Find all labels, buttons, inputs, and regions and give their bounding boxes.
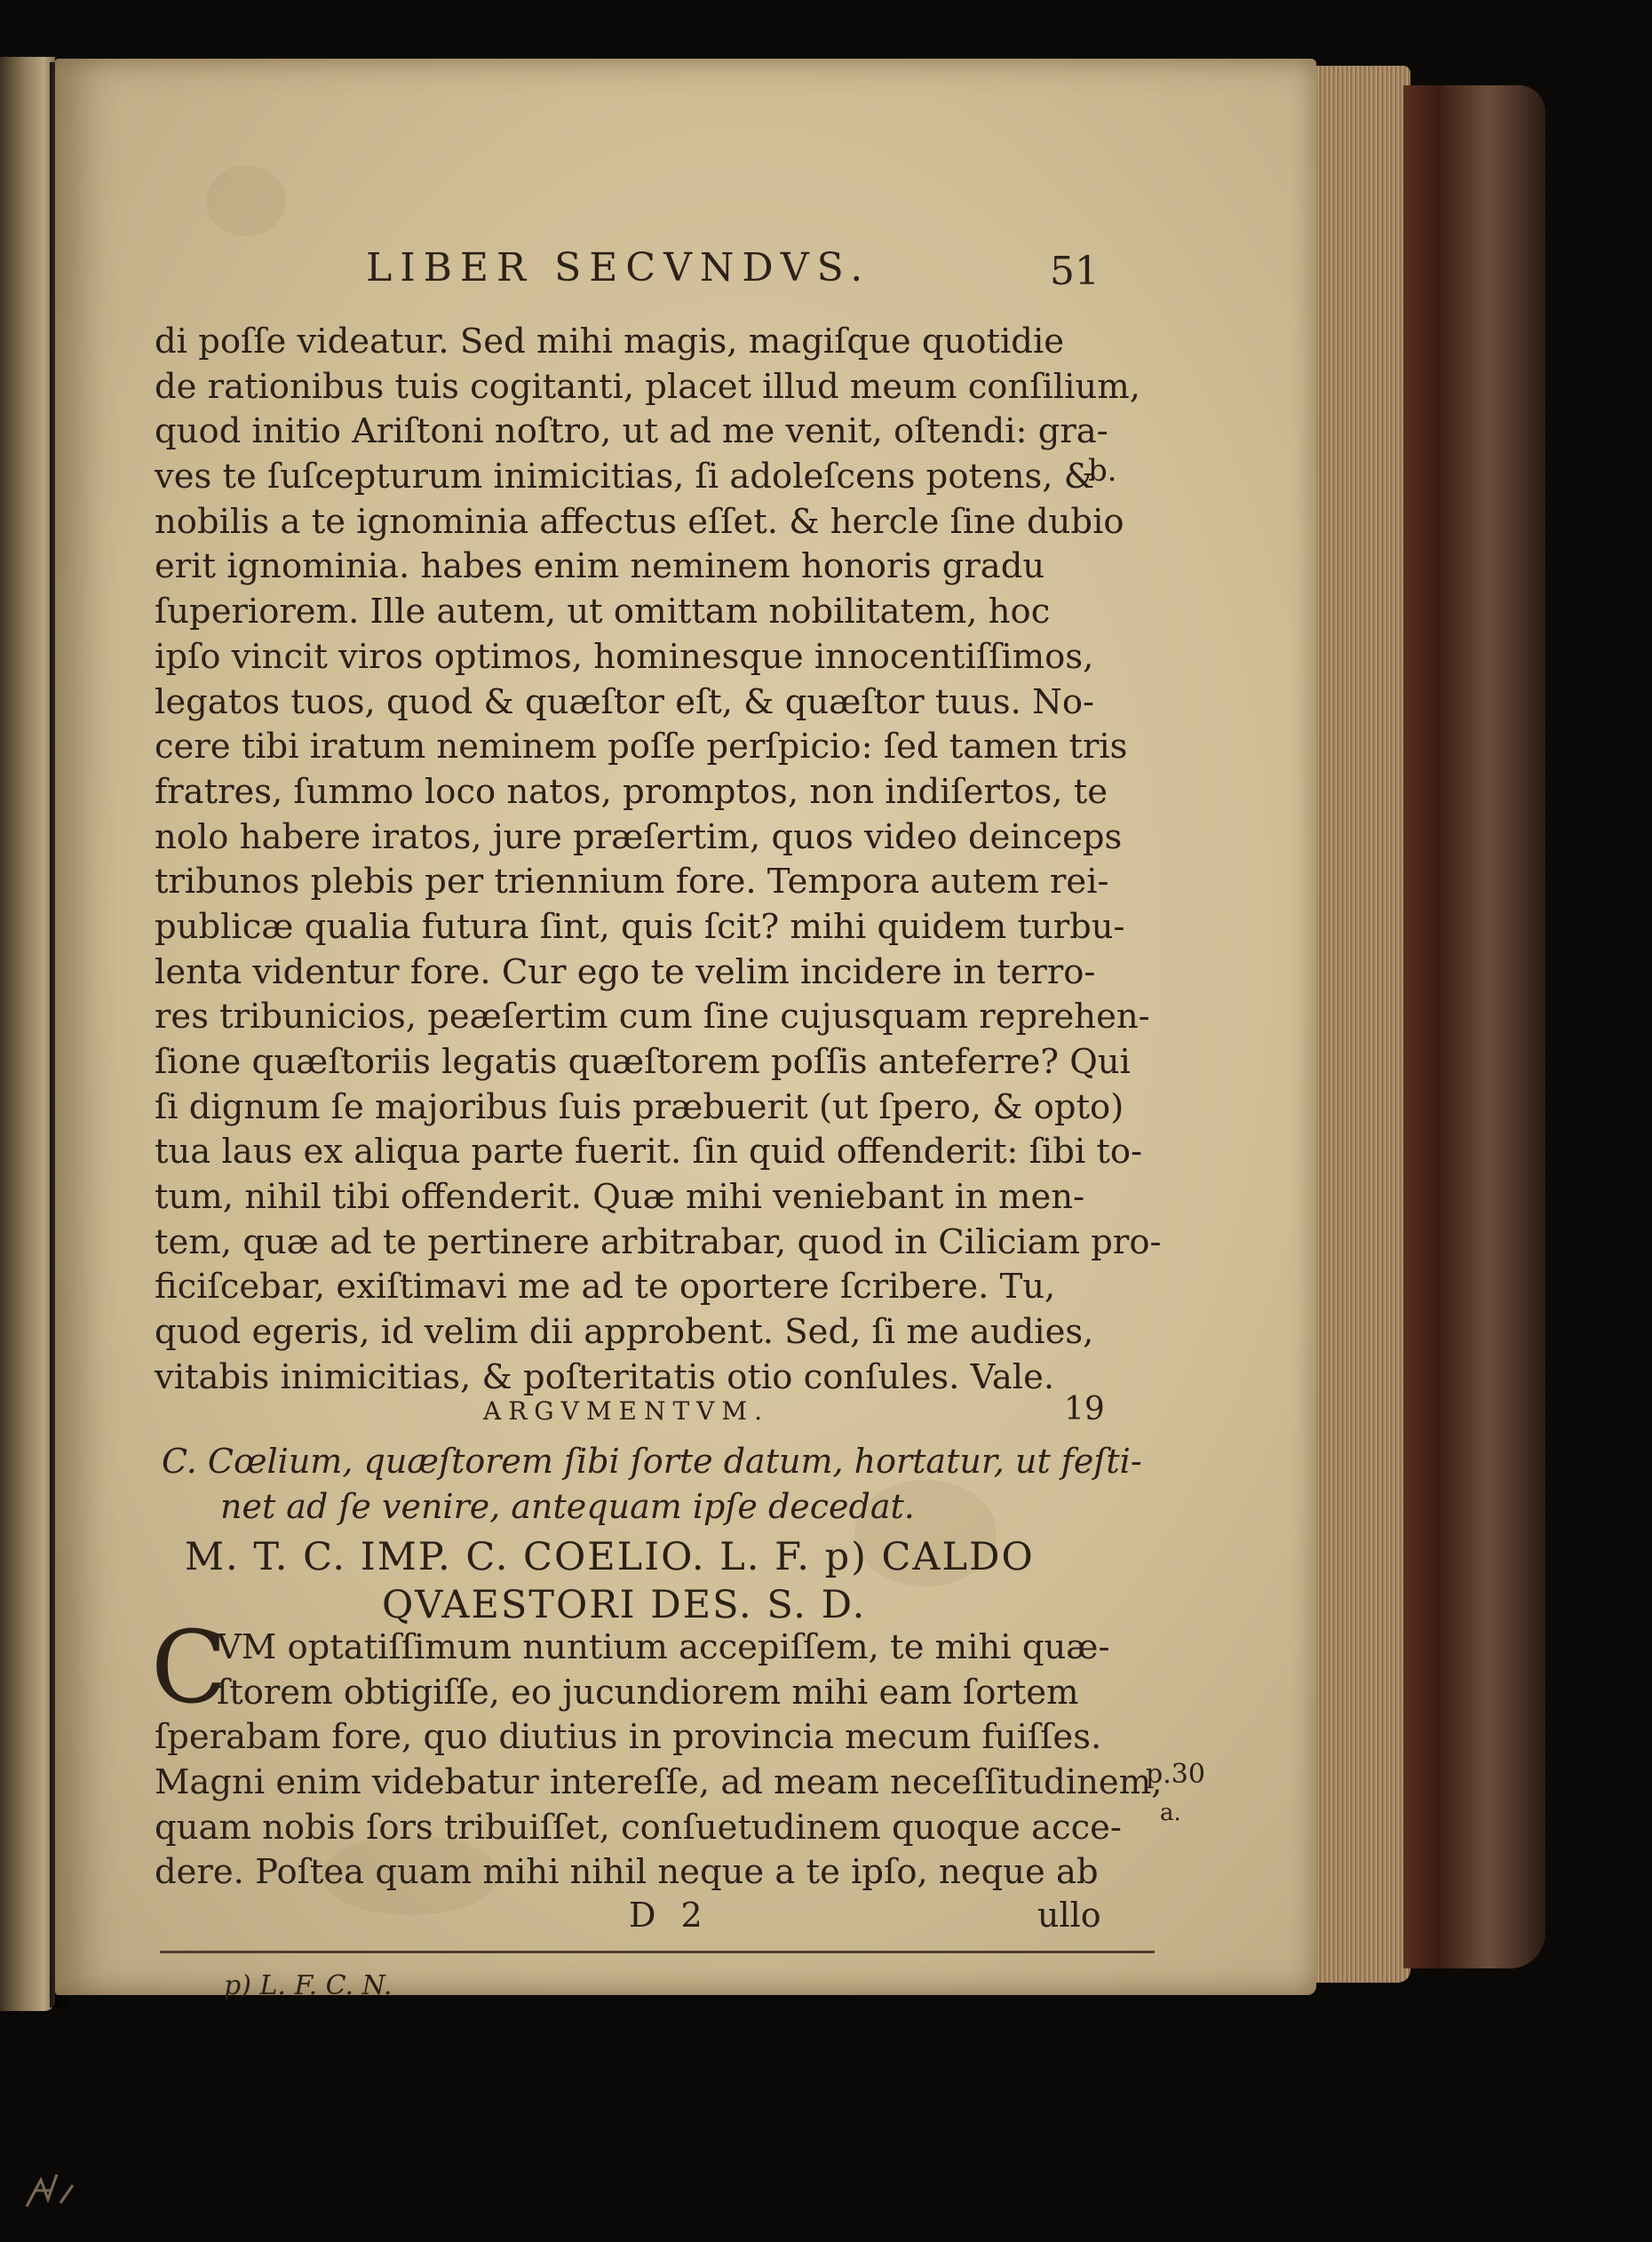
text-line: publicæ qualia futura ſint, quis ſcit? mihi quidem turbu- [155,906,1125,947]
left-page-edge [0,57,55,2011]
text-line: dere. Poſtea quam mihi nihil neque a te ipſo, neque ab [155,1852,1099,1893]
margin-ref-sub: a. [1160,1800,1181,1826]
footnote: p) L. F. C. N. [224,1970,393,2001]
text-line: fratres, ſummo loco natos, promptos, non indiſertos, te [155,771,1108,812]
page-block-edges [1313,66,1410,1983]
text-line: nolo habere iratos, jure præſertim, quos video deinceps [155,816,1123,857]
page [55,59,1316,2001]
margin-note-b: b. [1088,453,1117,489]
text-line: ſione quæſtoriis legatis quæſtorem poſſis anteferre? Qui [155,1042,1131,1082]
text-line: tribunos plebis per triennium fore. Tempora autem rei- [155,862,1109,902]
footnote-rule [160,1951,1155,1953]
text-line: quod initio Ariſtoni noſtro, ut ad me venit, oſtendi: gra- [155,411,1108,452]
text-line: nobilis a te ignominia affectus eſſet. & hercle ſine dubio [155,501,1124,542]
page-header [55,245,1316,298]
text-line: ficiſcebar, exiſtimavi me ad te oportere ſcribere. Tu, [155,1267,1056,1308]
text-line: Magni enim videbatur intereſſe, ad meam neceſſitudinem, [155,1762,1163,1803]
salutation-line: M. T. C. IMP. C. COELIO. L. F. p) CALDO [185,1535,1035,1579]
scribble-mark [21,2164,83,2217]
text-line: ſuperiorem. Ille autem, ut omittam nobilitatem, hoc [155,592,1051,632]
text-line: tua laus ex aliqua parte fuerit. ſin quid offenderit: ſibi to- [155,1132,1143,1173]
text-line: quod egeris, id velim dii approbent. Sed, ſi me audies, [155,1312,1094,1353]
text-line: quam nobis ſors tribuiſſet, conſuetudinem quoque acce- [155,1807,1122,1848]
text-line: ſtorem obtigiſſe, eo jucundiorem mihi eam ſortem [217,1672,1079,1713]
text-line: res tribunicios, peæſertim cum ſine cujusquam reprehen- [155,997,1150,1038]
page-number: 51 [1050,249,1100,294]
summary-line: C. Cœlium, quæſtorem ſibi ſorte datum, hortatur, ut feſti- [162,1442,1142,1481]
drop-cap: C [151,1610,227,1726]
summary-line: net ad ſe venire, antequam ipſe decedat. [220,1486,915,1526]
salutation-line: QVAESTORI DES. S. D. [382,1583,867,1627]
text-line: ipſo vincit viros optimos, hominesque innocentiſſimos, [155,636,1094,677]
letter-text [155,320,1167,1401]
text-line: di poſſe videatur. Sed mihi magis, magiſque quotidie [155,322,1065,362]
signature-mark: D 2 [629,1896,710,1935]
text-line: legatos tuos, quod & quæſtor eſt, & quæſtor tuus. No- [155,681,1095,722]
text-line: ſperabam fore, quo diutius in provincia mecum fuiſſes. [155,1717,1102,1758]
book-cover-edge [1403,85,1545,1968]
catchword: ullo [1037,1896,1101,1935]
argumentum-summary [162,1439,1174,1529]
text-line: cere tibi iratum neminem poſſe perſpicio: ſed tamen tris [155,727,1128,767]
letter-body [151,1610,1167,1896]
text-line: vitabis inimicitias, & poſteritatis otio conſules. Vale. [155,1356,1055,1397]
text-line: de rationibus tuis cogitanti, placet illud meum conſilium, [155,366,1140,407]
running-title: LIBER SECVNDVS. [366,245,871,290]
text-line: tum, nihil tibi offenderit. Quæ mihi veniebant in men- [155,1177,1085,1218]
text-line: ſi dignum ſe majoribus ſuis præbuerit (ut ſpero, & opto) [155,1086,1124,1127]
text-line: ves te ſuſcepturum inimicitias, ſi adoleſcens potens, & [155,457,1095,497]
argumentum-label: ARGVMENTVM. [483,1396,769,1426]
text-line: erit ignominia. habes enim neminem honoris gradu [155,546,1045,587]
paper-stain [206,165,286,236]
argumentum-heading [55,1391,1316,1435]
text-line: VM optatiſſimum nuntium accepiſſem, te mihi quæ- [217,1627,1110,1667]
margin-ref: p.30 [1146,1759,1205,1790]
text-line: lenta videntur fore. Cur ego te velim incidere in terro- [155,951,1096,992]
text-line: tem, quæ ad te pertinere arbitrabar, quod in Ciliciam pro- [155,1221,1162,1262]
letter-number: 19 [1064,1391,1105,1427]
